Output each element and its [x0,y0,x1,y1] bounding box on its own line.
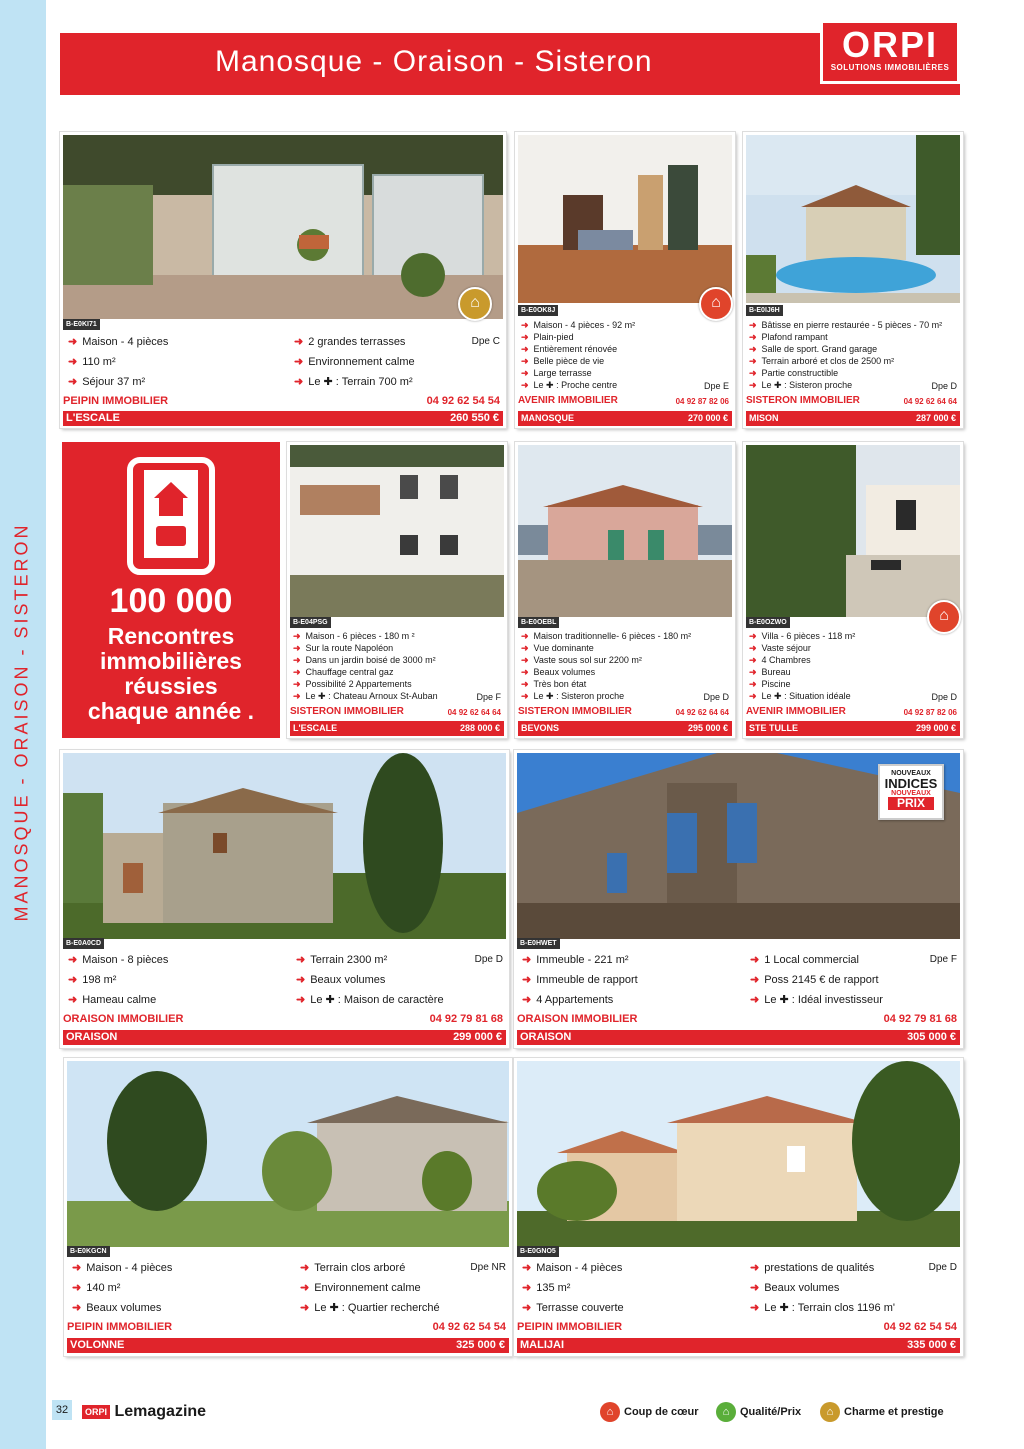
sidebar-strip [0,0,46,1449]
listing-feature: ➜ Sur la route Napoléon [293,643,394,653]
listing-feature: ➜ Terrain 2300 m² [296,954,388,966]
listing-feature: ➜ Belle pièce de vie [521,356,605,366]
listing-feature: ➜ Hameau calme [68,994,157,1006]
listing-feature: ➜ Beaux volumes [296,974,386,986]
dpe-label: Dpe F [929,954,957,965]
page-number: 32 [52,1400,72,1420]
agency-phone: 04 92 79 81 68 [883,1013,957,1025]
price-bar [518,721,732,736]
agency-name: AVENIR IMMOBILIER [518,395,618,406]
listing-feature: ➜ Bureau [749,667,791,677]
price-bar [746,411,960,426]
agency-phone: 04 92 87 82 06 [675,397,729,406]
listing-photo [63,753,506,939]
price-bar [290,721,504,736]
listing-ref: B-E0A0CD [63,938,104,949]
charme-prestige-icon: ⌂ [458,287,492,321]
listing-ref: B-E04PSG [290,617,331,628]
listing-feature: ➜ Immeuble - 221 m² [522,954,629,966]
agency-name: ORAISON IMMOBILIER [63,1013,184,1025]
listing-feature: ➜ Environnement calme [294,356,415,368]
dpe-label: Dpe C [471,336,500,347]
listing-feature: ➜ Large terrasse [521,368,592,378]
listing-photo [518,135,732,303]
listing-location: ORAISON [66,1031,118,1043]
price-bar [746,721,960,736]
listing-feature: ➜ Le ✚ : Maison de caractère [296,994,444,1006]
listing-feature: ➜ Le ✚ : Proche centre [521,380,618,390]
listing-feature: ➜ Dans un jardin boisé de 3000 m² [293,655,436,665]
listing-feature: ➜ Maison - 4 pièces [72,1262,173,1274]
listing-feature: ➜ Le ✚ : Quartier recherché [300,1302,440,1314]
listing-price: 325 000 € [456,1339,505,1351]
listing-feature: ➜ Beaux volumes [72,1302,162,1314]
listing-location: ORAISON [520,1031,572,1043]
qualite-prix-icon: ⌂ [716,1402,736,1422]
agency-phone: 04 92 62 64 64 [675,708,729,717]
listing-ref: B-E0KI71 [63,319,100,330]
agency-phone: 04 92 62 64 64 [903,397,957,406]
listing-card[interactable] [515,442,735,738]
listing-feature: ➜ Le ✚ : Sisteron proche [521,691,625,701]
listing-location: VOLONNE [70,1339,125,1351]
listing-location: MALIJAI [520,1339,564,1351]
listing-feature: ➜ Possibilité 2 Appartements [293,679,412,689]
listing-feature: ➜ 135 m² [522,1282,571,1294]
listing-price: 260 550 € [450,412,499,424]
agency-name: SISTERON IMMOBILIER [290,706,404,717]
agency-name: PEIPIN IMMOBILIER [63,395,169,407]
listing-feature: ➜ Piscine [749,679,791,689]
dpe-label: Dpe D [703,692,729,702]
listing-feature: ➜ Partie constructible [749,368,839,378]
listing-feature: ➜ Le ✚ : Terrain 700 m² [294,376,413,388]
listing-feature: ➜ Terrain arboré et clos de 2500 m² [749,356,895,366]
listing-price: 299 000 € [915,723,956,733]
listing-location: MANOSQUE [521,413,575,423]
listing-card[interactable] [64,1058,512,1356]
agency-phone: 04 92 87 82 06 [903,708,957,717]
new-indices-badge: NOUVEAUX INDICES NOUVEAUX PRIX [878,764,944,820]
listing-feature: ➜ Maison - 8 pièces [68,954,169,966]
listing-card[interactable] [287,442,507,738]
listing-card[interactable] [514,750,963,1048]
listing-location: L'ESCALE [293,723,338,733]
listing-feature: ➜ Terrain clos arboré [300,1262,406,1274]
listing-feature: ➜ prestations de qualités [750,1262,875,1274]
listing-location: BEVONS [521,723,560,733]
listing-feature: ➜ Le ✚ : Situation idéale [749,691,851,701]
agency-phone: 04 92 79 81 68 [429,1013,503,1025]
agency-phone: 04 92 62 54 54 [426,395,500,407]
promo-block [62,442,280,738]
agency-name: AVENIR IMMOBILIER [746,706,846,717]
agency-name: SISTERON IMMOBILIER [746,395,860,406]
price-bar [517,1030,960,1045]
coup-de-coeur-icon: ⌂ [927,600,961,634]
listing-feature: ➜ Le ✚ : Idéal investisseur [750,994,883,1006]
listing-photo [518,445,732,617]
listing-feature: ➜ 1 Local commercial [750,954,859,966]
listing-feature: ➜ 4 Chambres [749,655,811,665]
listing-feature: ➜ Bâtisse en pierre restaurée - 5 pièces - 70 m² [749,320,943,330]
listing-photo [67,1061,509,1247]
listing-feature: ➜ Maison - 6 pièces - 180 m ² [293,631,415,641]
listing-feature: ➜ Environnement calme [300,1282,421,1294]
price-bar [63,411,503,426]
promo-number: 100 000 [109,582,233,620]
listing-card[interactable] [743,442,963,738]
listing-feature: ➜ 4 Appartements [522,994,614,1006]
dpe-label: Dpe D [928,1262,957,1273]
listing-photo [746,445,960,617]
listing-feature: ➜ Maison - 4 pièces - 92 m² [521,320,636,330]
listing-ref: B-E0OZWO [746,617,790,628]
listing-ref: B-E0KGCN [67,1246,110,1257]
agency-phone: 04 92 62 64 64 [447,708,501,717]
listing-price: 335 000 € [907,1339,956,1351]
listing-feature: ➜ Beaux volumes [521,667,596,677]
listing-feature: ➜ 140 m² [72,1282,121,1294]
price-bar [63,1030,506,1045]
agency-phone: 04 92 62 54 54 [883,1321,957,1333]
listing-feature: ➜ Le ✚ : Sisteron proche [749,380,853,390]
listing-feature: ➜ 110 m² [68,356,116,368]
listing-ref: B-E0GNO5 [517,1246,559,1257]
agency-name: ORAISON IMMOBILIER [517,1013,638,1025]
magazine-logo: ORPI Lemagazine [82,1403,206,1421]
listing-photo [746,135,960,303]
listing-photo [63,135,503,319]
listing-feature: ➜ Salle de sport. Grand garage [749,344,878,354]
coup-de-coeur-icon: ⌂ [600,1402,620,1422]
listing-feature: ➜ Beaux volumes [750,1282,840,1294]
price-bar [67,1338,509,1353]
listing-photo [290,445,504,617]
listing-feature: ➜ Villa - 6 pièces - 118 m² [749,631,856,641]
listing-ref: B-E0OEBL [518,617,559,628]
dpe-label: Dpe NR [470,1262,506,1273]
sidebar-vertical-title: MANOSQUE - ORAISON - SISTERON [11,522,32,922]
listing-feature: ➜ 2 grandes terrasses [294,336,406,348]
price-bar [517,1338,960,1353]
legend-coup-de-coeur: ⌂ Coup de cœur [600,1402,699,1422]
phone-house-icon [126,456,216,576]
dpe-label: Dpe D [474,954,503,965]
listing-price: 295 000 € [687,723,728,733]
listing-feature: ➜ Chauffage central gaz [293,667,394,677]
listing-location: MISON [749,413,779,423]
promo-text: Rencontres immobilières réussies chaque année . [87,623,255,724]
listing-feature: ➜ Séjour 37 m² [68,376,146,388]
listing-feature: ➜ Vaste sous sol sur 2200 m² [521,655,642,665]
listing-feature: ➜ Terrasse couverte [522,1302,624,1314]
legend-qualite-prix: ⌂ Qualité/Prix [716,1402,801,1422]
listing-feature: ➜ Très bon état [521,679,587,689]
listing-price: 305 000 € [907,1031,956,1043]
dpe-label: Dpe E [703,381,729,391]
dpe-label: Dpe D [931,381,957,391]
listing-card[interactable] [514,1058,963,1356]
listing-card[interactable] [60,750,509,1048]
listing-price: 270 000 € [687,413,728,423]
agency-name: SISTERON IMMOBILIER [518,706,632,717]
orpi-logo: ORPI SOLUTIONS IMMOBILIÈRES [820,20,960,84]
dpe-label: Dpe D [931,692,957,702]
listing-feature: ➜ Vaste séjour [749,643,811,653]
listing-feature: ➜ Immeuble de rapport [522,974,638,986]
listing-price: 288 000 € [459,723,500,733]
listing-photo [517,1061,960,1247]
listing-feature: ➜ Plafond rampant [749,332,828,342]
page-title: Manosque - Oraison - Sisteron [215,45,653,78]
listing-price: 287 000 € [915,413,956,423]
listing-feature: ➜ Maison traditionnelle- 6 pièces - 180 m² [521,631,692,641]
listing-card[interactable] [515,132,735,428]
listing-price: 299 000 € [453,1031,502,1043]
listing-feature: ➜ Poss 2145 € de rapport [750,974,879,986]
agency-phone: 04 92 62 54 54 [432,1321,506,1333]
listing-feature: ➜ Maison - 4 pièces [68,336,169,348]
listing-feature: ➜ Le ✚ : Terrain clos 1196 m' [750,1302,895,1314]
listing-feature: ➜ Maison - 4 pièces [522,1262,623,1274]
listing-ref: B-E0HWET [517,938,560,949]
listing-feature: ➜ Le ✚ : Chateau Arnoux St-Auban [293,691,438,701]
listing-location: L'ESCALE [66,412,120,424]
listing-ref: B-E0IJ6H [746,305,783,316]
coup-de-coeur-icon: ⌂ [699,287,733,321]
agency-name: PEIPIN IMMOBILIER [517,1321,623,1333]
agency-name: PEIPIN IMMOBILIER [67,1321,173,1333]
charme-prestige-icon: ⌂ [820,1402,840,1422]
listing-location: STE TULLE [749,723,798,733]
dpe-label: Dpe F [476,692,501,702]
price-bar [518,411,732,426]
listing-feature: ➜ Entièrement rénovée [521,344,618,354]
listing-ref: B-E0OK8J [518,305,558,316]
listing-feature: ➜ Vue dominante [521,643,594,653]
listing-feature: ➜ Plain-pied [521,332,574,342]
listing-card[interactable] [60,132,506,428]
listing-card[interactable] [743,132,963,428]
listing-feature: ➜ 198 m² [68,974,117,986]
legend-charme-prestige: ⌂ Charme et prestige [820,1402,944,1422]
